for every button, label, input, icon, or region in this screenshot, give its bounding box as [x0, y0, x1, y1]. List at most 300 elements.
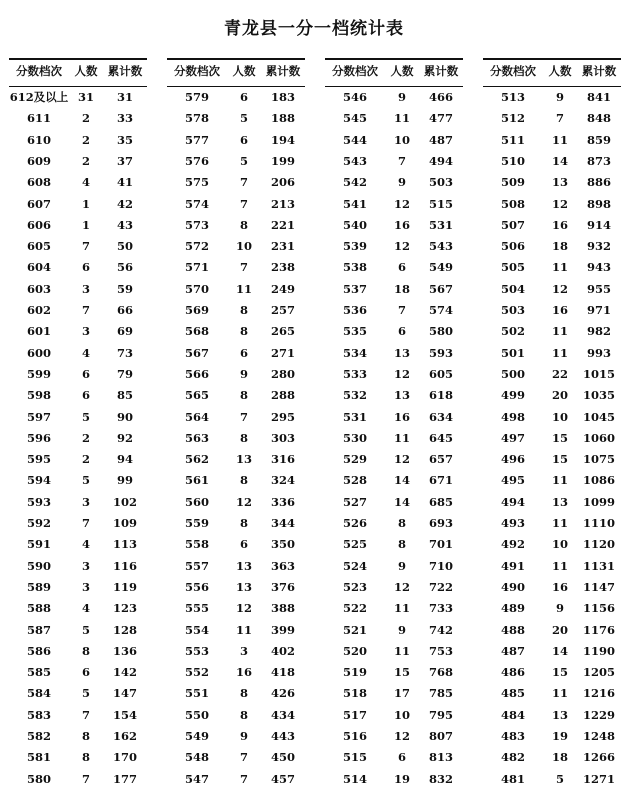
table-header — [325, 63, 463, 85]
cell-score: 539 — [342, 239, 367, 254]
cell-cumulative: 295 — [270, 409, 295, 424]
cell-cumulative: 832 — [428, 771, 453, 786]
cell-cumulative: 1131 — [582, 558, 615, 573]
cell-score: 547 — [184, 771, 209, 786]
cell-score: 565 — [184, 388, 209, 403]
cell-score: 552 — [184, 665, 209, 680]
table-row — [483, 622, 621, 643]
table-row — [325, 89, 463, 110]
table-row — [167, 238, 305, 259]
table-row — [483, 281, 621, 302]
table-row — [483, 472, 621, 493]
table-row — [9, 174, 147, 195]
cell-count: 15 — [551, 665, 568, 680]
cell-count: 11 — [551, 473, 568, 488]
cell-count: 10 — [393, 707, 410, 722]
cell-cumulative: 183 — [270, 90, 295, 104]
header-count: 人数 — [390, 64, 414, 78]
table-row — [483, 771, 621, 792]
table-row — [325, 132, 463, 153]
cell-score: 549 — [184, 729, 209, 743]
top-rule — [325, 58, 463, 60]
cell-cumulative: 271 — [270, 345, 295, 360]
table-row — [483, 174, 621, 195]
cell-score: 600 — [26, 345, 51, 360]
cell-cumulative: 147 — [112, 686, 137, 701]
cell-count: 15 — [551, 430, 568, 445]
cell-score: 561 — [184, 473, 209, 488]
tables-container — [9, 58, 621, 798]
cell-cumulative: 477 — [428, 111, 453, 126]
cell-cumulative: 177 — [112, 771, 137, 786]
cell-count: 6 — [397, 750, 406, 765]
cell-cumulative: 742 — [428, 622, 453, 637]
cell-score: 522 — [342, 601, 367, 616]
top-rule — [167, 58, 305, 60]
table-row — [9, 217, 147, 238]
cell-count: 11 — [551, 516, 568, 530]
cell-score: 569 — [184, 303, 209, 317]
cell-score: 574 — [184, 196, 209, 211]
cell-count: 7 — [239, 409, 248, 424]
cell-score: 584 — [26, 686, 51, 701]
cell-count: 6 — [239, 90, 248, 104]
table-row — [483, 558, 621, 579]
cell-cumulative: 1266 — [582, 750, 615, 765]
cell-cumulative: 701 — [428, 537, 453, 552]
cell-cumulative: 1176 — [582, 622, 615, 637]
table-row — [9, 281, 147, 302]
cell-count: 13 — [393, 388, 410, 403]
cell-cumulative: 982 — [586, 324, 611, 339]
table-row — [325, 345, 463, 366]
cell-count: 15 — [393, 665, 410, 680]
cell-cumulative: 35 — [116, 132, 133, 147]
cell-score: 601 — [26, 324, 51, 339]
cell-score: 491 — [500, 558, 525, 573]
table-row — [325, 110, 463, 131]
cell-count: 3 — [81, 281, 90, 296]
cell-count: 11 — [393, 430, 410, 445]
cell-score: 593 — [26, 494, 51, 509]
table-row — [167, 643, 305, 664]
cell-cumulative: 1075 — [582, 452, 615, 467]
cell-cumulative: 102 — [112, 494, 137, 509]
cell-cumulative: 503 — [428, 175, 453, 190]
table-row — [9, 707, 147, 728]
cell-count: 11 — [235, 281, 252, 296]
cell-count: 7 — [239, 175, 248, 190]
table-row — [167, 387, 305, 408]
cell-count: 14 — [393, 473, 410, 488]
cell-count: 8 — [397, 537, 406, 552]
cell-score: 596 — [26, 430, 51, 445]
cell-count: 11 — [551, 324, 568, 339]
cell-score: 492 — [500, 537, 525, 552]
cell-cumulative: 645 — [428, 430, 453, 445]
table-row — [325, 387, 463, 408]
cell-count: 9 — [239, 729, 248, 743]
cell-cumulative: 59 — [116, 281, 133, 296]
cell-score: 563 — [184, 430, 209, 445]
header-cumulative: 累计数 — [265, 64, 301, 78]
cell-cumulative: 898 — [586, 196, 611, 211]
table-row — [167, 302, 305, 323]
cell-count: 16 — [235, 665, 252, 680]
cell-cumulative: 580 — [428, 324, 453, 339]
cell-count: 18 — [393, 281, 410, 296]
cell-count: 20 — [551, 622, 568, 637]
cell-cumulative: 671 — [428, 473, 453, 488]
header-rule — [167, 86, 305, 87]
cell-count: 4 — [81, 601, 90, 616]
cell-score: 544 — [342, 132, 367, 147]
header-cumulative: 累计数 — [107, 64, 143, 78]
cell-cumulative: 92 — [116, 430, 133, 445]
cell-count: 8 — [239, 430, 248, 445]
table-row — [483, 494, 621, 515]
cell-cumulative: 194 — [270, 132, 295, 147]
table-row — [325, 217, 463, 238]
table-row — [9, 302, 147, 323]
table-row — [167, 259, 305, 280]
cell-score: 589 — [26, 579, 51, 594]
cell-count: 12 — [393, 579, 410, 594]
table-row — [325, 622, 463, 643]
cell-score: 559 — [184, 516, 209, 530]
cell-score: 573 — [184, 217, 209, 232]
cell-cumulative: 848 — [586, 111, 611, 126]
table-row — [9, 238, 147, 259]
table-row — [9, 664, 147, 685]
cell-score: 548 — [184, 750, 209, 765]
cell-score: 484 — [500, 707, 525, 722]
table-row — [167, 323, 305, 344]
table-row — [167, 728, 305, 749]
cell-count: 16 — [393, 409, 410, 424]
cell-cumulative: 531 — [428, 217, 453, 232]
cell-cumulative: 807 — [428, 729, 453, 743]
cell-score: 550 — [184, 707, 209, 722]
cell-score: 594 — [26, 473, 51, 488]
cell-count: 7 — [239, 771, 248, 786]
cell-score: 527 — [342, 494, 367, 509]
cell-cumulative: 79 — [116, 366, 133, 381]
top-rule — [483, 58, 621, 60]
cell-score: 555 — [184, 601, 209, 616]
table-row — [483, 259, 621, 280]
table-row — [167, 536, 305, 557]
cell-score: 503 — [500, 303, 525, 317]
cell-score: 488 — [500, 622, 525, 637]
table-row — [325, 302, 463, 323]
cell-count: 12 — [393, 239, 410, 254]
cell-count: 12 — [393, 196, 410, 211]
cell-cumulative: 1205 — [582, 665, 615, 680]
cell-count: 12 — [393, 366, 410, 381]
table-row — [483, 238, 621, 259]
cell-cumulative: 886 — [586, 175, 611, 190]
cell-score: 598 — [26, 388, 51, 403]
cell-cumulative: 971 — [586, 303, 611, 317]
cell-count: 7 — [397, 153, 406, 168]
cell-count: 12 — [551, 281, 568, 296]
cell-cumulative: 657 — [428, 452, 453, 467]
cell-score: 572 — [184, 239, 209, 254]
table-row — [325, 707, 463, 728]
cell-score: 545 — [342, 111, 367, 126]
cell-cumulative: 265 — [270, 324, 295, 339]
cell-score: 560 — [184, 494, 209, 509]
cell-score: 599 — [26, 366, 51, 381]
table-row — [9, 451, 147, 472]
cell-score: 595 — [26, 452, 51, 467]
cell-score: 520 — [342, 643, 367, 658]
table-row — [325, 153, 463, 174]
page-title: 青龙县一分一档统计表 — [224, 19, 404, 39]
cell-count: 6 — [397, 260, 406, 275]
cell-count: 7 — [239, 196, 248, 211]
top-rule — [9, 58, 147, 60]
cell-count: 14 — [393, 494, 410, 509]
cell-count: 8 — [81, 729, 90, 743]
table-row — [325, 536, 463, 557]
cell-count: 2 — [81, 430, 90, 445]
cell-cumulative: 1086 — [582, 473, 615, 488]
cell-cumulative: 685 — [428, 494, 453, 509]
cell-cumulative: 85 — [116, 388, 133, 403]
header-score: 分数档次 — [16, 64, 62, 78]
cell-cumulative: 605 — [428, 366, 453, 381]
cell-count: 5 — [81, 473, 90, 488]
cell-count: 9 — [239, 366, 248, 381]
cell-cumulative: 993 — [586, 345, 611, 360]
table-header — [167, 63, 305, 85]
cell-cumulative: 785 — [428, 686, 453, 701]
cell-count: 7 — [81, 303, 90, 317]
cell-score: 581 — [26, 750, 51, 765]
cell-score: 500 — [500, 366, 525, 381]
cell-score: 490 — [500, 579, 525, 594]
cell-count: 7 — [239, 750, 248, 765]
cell-count: 3 — [81, 324, 90, 339]
table-row — [325, 579, 463, 600]
table-row — [9, 643, 147, 664]
table-row — [483, 664, 621, 685]
cell-score: 586 — [26, 643, 51, 658]
cell-score: 483 — [500, 729, 525, 743]
table-row — [167, 451, 305, 472]
table-row — [325, 196, 463, 217]
table-row — [325, 259, 463, 280]
table-row — [9, 345, 147, 366]
cell-count: 2 — [81, 111, 90, 126]
table-row — [483, 366, 621, 387]
cell-score: 530 — [342, 430, 367, 445]
table-row — [483, 515, 621, 536]
table-row — [483, 600, 621, 621]
cell-cumulative: 162 — [112, 729, 137, 743]
cell-score: 537 — [342, 281, 367, 296]
table-row — [325, 472, 463, 493]
table-row — [325, 323, 463, 344]
cell-count: 9 — [397, 622, 406, 637]
cell-cumulative: 1216 — [582, 686, 615, 701]
table-row — [483, 579, 621, 600]
cell-count: 11 — [551, 345, 568, 360]
cell-cumulative: 344 — [270, 516, 295, 530]
table-row — [9, 132, 147, 153]
cell-count: 4 — [81, 537, 90, 552]
cell-count: 13 — [235, 558, 252, 573]
cell-score: 528 — [342, 473, 367, 488]
cell-cumulative: 50 — [116, 239, 133, 254]
cell-count: 8 — [239, 707, 248, 722]
cell-cumulative: 813 — [428, 750, 453, 765]
header-rule — [325, 86, 463, 87]
table-row — [325, 281, 463, 302]
table-row — [325, 600, 463, 621]
table-row — [483, 643, 621, 664]
cell-cumulative: 549 — [428, 260, 453, 275]
cell-score: 516 — [342, 729, 367, 743]
cell-cumulative: 56 — [116, 260, 133, 275]
cell-cumulative: 257 — [270, 303, 295, 317]
cell-score: 612及以上 — [9, 90, 69, 104]
cell-count: 6 — [239, 345, 248, 360]
table-row — [167, 153, 305, 174]
cell-score: 551 — [184, 686, 209, 701]
cell-cumulative: 426 — [270, 686, 295, 701]
cell-count: 18 — [551, 239, 568, 254]
cell-count: 13 — [551, 175, 568, 190]
table-row — [167, 196, 305, 217]
table-row — [325, 664, 463, 685]
cell-count: 9 — [397, 175, 406, 190]
cell-count: 5 — [81, 409, 90, 424]
header-score: 分数档次 — [332, 64, 378, 78]
table-row — [9, 579, 147, 600]
cell-cumulative: 188 — [270, 111, 295, 126]
table-row — [483, 345, 621, 366]
cell-score: 505 — [500, 260, 525, 275]
cell-score: 534 — [342, 345, 367, 360]
cell-count: 19 — [393, 771, 410, 786]
cell-count: 1 — [81, 217, 90, 232]
cell-count: 11 — [393, 643, 410, 658]
cell-cumulative: 99 — [116, 473, 133, 488]
cell-count: 10 — [551, 537, 568, 552]
cell-score: 556 — [184, 579, 209, 594]
cell-count: 11 — [551, 686, 568, 701]
cell-count: 11 — [393, 111, 410, 126]
table-row — [167, 771, 305, 792]
cell-count: 13 — [551, 707, 568, 722]
cell-cumulative: 388 — [270, 601, 295, 616]
cell-cumulative: 66 — [116, 303, 133, 317]
cell-cumulative: 841 — [586, 90, 611, 104]
table-row — [483, 749, 621, 770]
cell-cumulative: 618 — [428, 388, 453, 403]
cell-count: 22 — [551, 366, 568, 381]
cell-cumulative: 136 — [112, 643, 137, 658]
table-row — [167, 749, 305, 770]
cell-count: 9 — [397, 90, 406, 104]
cell-score: 523 — [342, 579, 367, 594]
cell-score: 510 — [500, 153, 525, 168]
cell-cumulative: 109 — [112, 516, 137, 530]
cell-score: 576 — [184, 153, 209, 168]
cell-score: 494 — [500, 494, 525, 509]
cell-count: 5 — [81, 622, 90, 637]
cell-count: 16 — [551, 579, 568, 594]
cell-score: 609 — [26, 153, 51, 168]
cell-score: 532 — [342, 388, 367, 403]
table-row — [9, 89, 147, 110]
cell-score: 482 — [500, 750, 525, 765]
cell-cumulative: 94 — [116, 452, 133, 467]
table-row — [167, 174, 305, 195]
table-row — [483, 323, 621, 344]
table-row — [167, 664, 305, 685]
cell-score: 562 — [184, 452, 209, 467]
cell-count: 8 — [239, 388, 248, 403]
cell-count: 9 — [555, 601, 564, 616]
cell-score: 571 — [184, 260, 209, 275]
cell-cumulative: 399 — [270, 622, 295, 637]
cell-count: 6 — [81, 388, 90, 403]
table-row — [167, 132, 305, 153]
cell-score: 585 — [26, 665, 51, 680]
cell-cumulative: 199 — [270, 153, 295, 168]
cell-score: 580 — [26, 771, 51, 786]
cell-count: 8 — [239, 686, 248, 701]
cell-count: 10 — [551, 409, 568, 424]
cell-count: 11 — [235, 622, 252, 637]
cell-cumulative: 280 — [270, 366, 295, 381]
table-row — [325, 685, 463, 706]
cell-cumulative: 43 — [116, 217, 133, 232]
cell-score: 514 — [342, 771, 367, 786]
cell-score: 499 — [500, 388, 525, 403]
cell-score: 513 — [500, 90, 525, 104]
cell-cumulative: 288 — [270, 388, 295, 403]
cell-count: 8 — [239, 516, 248, 530]
cell-score: 531 — [342, 409, 367, 424]
cell-cumulative: 466 — [428, 90, 453, 104]
cell-cumulative: 90 — [116, 409, 133, 424]
table-row — [167, 515, 305, 536]
cell-cumulative: 753 — [428, 643, 453, 658]
table-row — [167, 707, 305, 728]
table-row — [9, 771, 147, 792]
table-row — [9, 685, 147, 706]
cell-cumulative: 693 — [428, 516, 453, 530]
table-row — [9, 259, 147, 280]
cell-score: 579 — [184, 90, 209, 104]
cell-count: 18 — [551, 750, 568, 765]
table-row — [167, 622, 305, 643]
cell-count: 6 — [239, 132, 248, 147]
table-row — [483, 430, 621, 451]
cell-score: 497 — [500, 430, 525, 445]
cell-cumulative: 733 — [428, 601, 453, 616]
cell-score: 529 — [342, 452, 367, 467]
cell-count: 7 — [397, 303, 406, 317]
table-row — [483, 132, 621, 153]
table-row — [325, 238, 463, 259]
cell-count: 7 — [555, 111, 564, 126]
